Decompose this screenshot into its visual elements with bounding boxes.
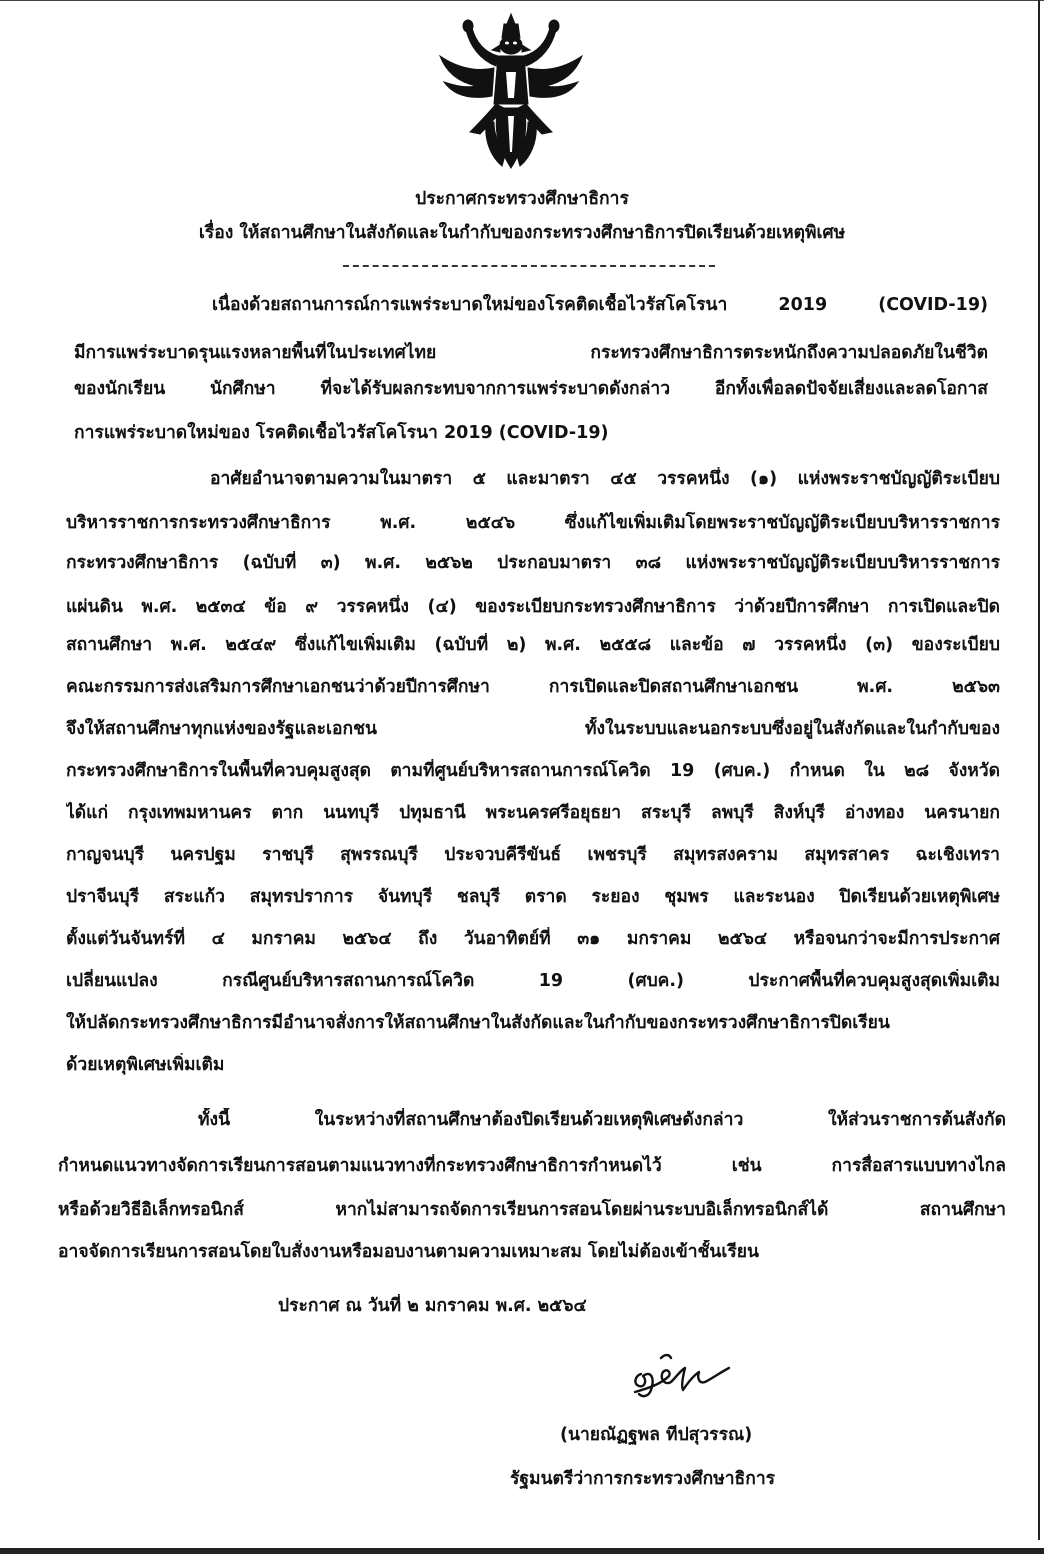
paragraph-2-line: อาศัยอำนาจตามความในมาตรา ๕ และมาตรา ๔๕ วรรคหนึ่ง (๑) แห่งพระราชบัญญัติระเบียบ	[210, 469, 1000, 489]
paragraph-1-line: มีการแพร่ระบาดรุนแรงหลายพื้นที่ในประเทศไทย กระทรวงศึกษาธิการตระหนักถึงความปลอดภัยในชีวิต	[74, 343, 988, 363]
paragraph-2-line: บริหารราชการกระทรวงศึกษาธิการ พ.ศ. ๒๕๔๖ ซึ่งแก้ไขเพิ่มเติมโดยพระราชบัญญัติระเบียบบริหารราชการ	[66, 513, 1000, 533]
paragraph-2-line: แผ่นดิน พ.ศ. ๒๕๓๔ ข้อ ๙ วรรคหนึ่ง (๔) ของระเบียบกระทรวงศึกษาธิการ ว่าด้วยปีการศึกษา การเปิดและปิด	[66, 597, 1000, 617]
paragraph-2-line: กระทรวงศึกษาธิการในพื้นที่ควบคุมสูงสุด ตามที่ศูนย์บริหารสถานการณ์โควิด 19 (ศบค.) กำหนด ใน ๒๘ จังหวัด	[66, 761, 1000, 781]
signature-image	[625, 1346, 740, 1406]
paragraph-2-line: ตั้งแต่วันจันทร์ที่ ๔ มกราคม ๒๕๖๔ ถึง วันอาทิตย์ที่ ๓๑ มกราคม ๒๕๖๔ หรือจนกว่าจะมีการประกาศ	[66, 929, 1000, 949]
signatory-name: (นายณัฏฐพล ทีปสุวรรณ)	[560, 1425, 753, 1445]
document-title: ประกาศกระทรวงศึกษาธิการ	[415, 189, 629, 209]
paragraph-2-line: สถานศึกษา พ.ศ. ๒๕๔๙ ซึ่งแก้ไขเพิ่มเติม (ฉบับที่ ๒) พ.ศ. ๒๕๕๘ และข้อ ๗ วรรคหนึ่ง (๓) ของระเบียบ	[66, 635, 1000, 655]
paragraph-3-line: กำหนดแนวทางจัดการเรียนการสอนตามแนวทางที่กระทรวงศึกษาธิการกำหนดไว้ เช่น การสื่อสารแบบทางไกล	[58, 1156, 1006, 1176]
paragraph-2-line: ด้วยเหตุพิเศษเพิ่มเติม	[66, 1055, 225, 1075]
document-subject: เรื่อง ให้สถานศึกษาในสังกัดและในกำกับของกระทรวงศึกษาธิการปิดเรียนด้วยเหตุพิเศษ	[198, 223, 846, 243]
signatory-title: รัฐมนตรีว่าการกระทรวงศึกษาธิการ	[510, 1469, 776, 1489]
page-border-top	[0, 0, 1044, 1]
page-border-bottom	[0, 1548, 1044, 1554]
paragraph-3-line: หรือด้วยวิธีอิเล็กทรอนิกส์ หากไม่สามารถจัดการเรียนการสอนโดยผ่านระบบอิเล็กทรอนิกส์ได้ สถานศึกษา	[58, 1200, 1006, 1220]
paragraph-2-line: คณะกรรมการส่งเสริมการศึกษาเอกชนว่าด้วยปีการศึกษา การเปิดและปิดสถานศึกษาเอกชน พ.ศ. ๒๕๖๓	[66, 677, 1000, 697]
paragraph-2-line: กระทรวงศึกษาธิการ (ฉบับที่ ๓) พ.ศ. ๒๕๖๒ ประกอบมาตรา ๓๘ แห่งพระราชบัญญัติระเบียบบริหารราชการ	[66, 553, 1000, 573]
paragraph-2-line: ได้แก่ กรุงเทพมหานคร ตาก นนทบุรี ปทุมธานี พระนครศรีอยุธยา สระบุรี ลพบุรี สิงห์บุรี อ่างทอง นครนายก	[66, 803, 1000, 823]
paragraph-2-line: เปลี่ยนแปลง กรณีศูนย์บริหารสถานการณ์โควิด 19 (ศบค.) ประกาศพื้นที่ควบคุมสูงสุดเพิ่มเติม	[66, 971, 1000, 991]
paragraph-2-line: กาญจนบุรี นครปฐม ราชบุรี สุพรรณบุรี ประจวบคีรีขันธ์ เพชรบุรี สมุทรสงคราม สมุทรสาคร ฉะเชิงเทรา	[66, 845, 1000, 865]
paragraph-3-line: ทั้งนี้ ในระหว่างที่สถานศึกษาต้องปิดเรียนด้วยเหตุพิเศษดังกล่าว ให้ส่วนราชการต้นสังกัด	[198, 1110, 1006, 1130]
paragraph-2-line: ให้ปลัดกระทรวงศึกษาธิการมีอำนาจสั่งการให้สถานศึกษาในสังกัดและในกำกับของกระทรวงศึกษาธิการปิดเรียน	[66, 1013, 890, 1033]
paragraph-2-line: ปราจีนบุรี สระแก้ว สมุทรปราการ จันทบุรี ชลบุรี ตราด ระยอง ชุมพร และระนอง ปิดเรียนด้วยเหตุพิเศษ	[66, 887, 1000, 907]
paragraph-1-line: ของนักเรียน นักศึกษา ที่จะได้รับผลกระทบจากการแพร่ระบาดดังกล่าว อีกทั้งเพื่อลดปัจจัยเสี่ยงและลดโอกาส	[74, 379, 988, 399]
paragraph-2-line: จึงให้สถานศึกษาทุกแห่งของรัฐและเอกชน ทั้งในระบบและนอกระบบซึ่งอยู่ในสังกัดและในกำกับของ	[66, 719, 1000, 739]
paragraph-3-line: อาจจัดการเรียนการสอนโดยใบสั่งงานหรือมอบงานตามความเหมาะสม โดยไม่ต้องเข้าชั้นเรียน	[58, 1242, 759, 1262]
announcement-date: ประกาศ ณ วันที่ ๒ มกราคม พ.ศ. ๒๕๖๔	[278, 1296, 587, 1316]
garuda-emblem-icon	[436, 12, 586, 172]
paragraph-1-line: การแพร่ระบาดใหม่ของ โรคติดเชื้อไวรัสโคโรนา 2019 (COVID-19)	[74, 423, 609, 443]
separator-line	[343, 265, 715, 267]
paragraph-1-line: เนื่องด้วยสถานการณ์การแพร่ระบาดใหม่ของโรคติดเชื้อไวรัสโคโรนา 2019 (COVID-19)	[212, 295, 988, 315]
